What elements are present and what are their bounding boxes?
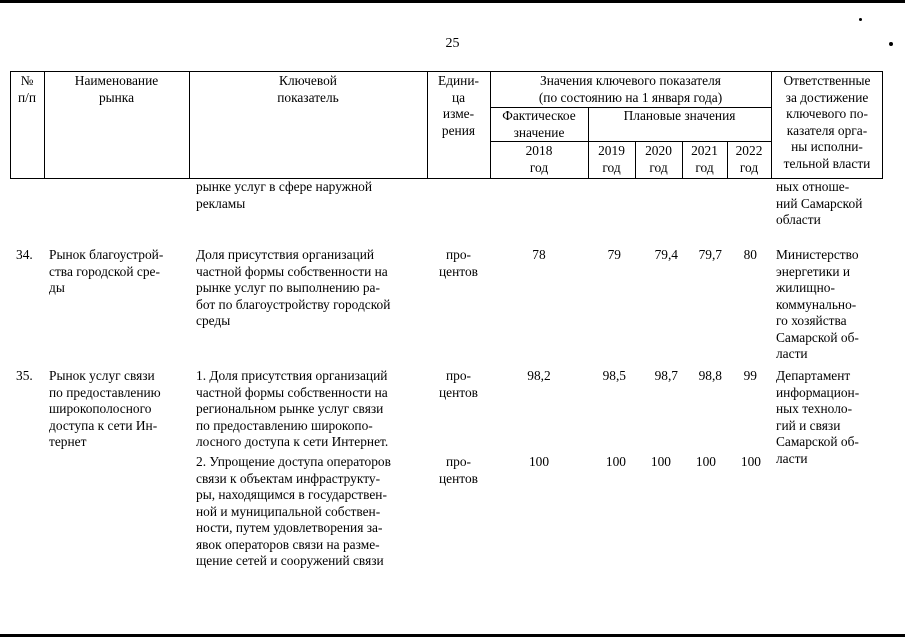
header-values-title: Значения ключевого показателя (по состоянию на 1 января года) — [538, 73, 723, 105]
row-divider — [490, 141, 771, 142]
value-2018: 98,2 — [527, 368, 551, 383]
value-2021: 79,7 — [698, 247, 722, 262]
top-border — [0, 0, 905, 3]
row-indicator: Доля присутствия организаций частной формы собственности на рынке услуг по выполнению ра- бот по благоустройству городской среды — [196, 247, 391, 328]
value-2020: 79,4 — [654, 247, 678, 262]
header-year-2019: 2019 год — [598, 143, 625, 175]
value-2021: 98,8 — [698, 368, 722, 383]
page-number: 25 — [445, 36, 460, 51]
header-year-2021: 2021 год — [691, 143, 718, 175]
row-market: Рынок благоустрой- ства городской сре- ды — [49, 247, 164, 295]
header-num: № п/п — [17, 73, 37, 105]
continuation-responsible: ных отноше- ний Самарской области — [776, 179, 863, 227]
row-num: 34. — [16, 247, 33, 262]
header-year-2020: 2020 год — [645, 143, 672, 175]
row-indicator: 2. Упрощение доступа операторов связи к объектам инфраструкту- ры, находящимся в государствен- ной и муниципальной собствен- ности, путем удовлетворения за- явок операторов связи на разме- щение сетей и сооружений связи — [196, 454, 391, 568]
header-responsible: Ответственные за достижение ключевого по- казателя орга- ны исполни- тельной власти — [783, 73, 871, 171]
bottom-border — [0, 634, 905, 637]
row-num: 35. — [16, 368, 33, 383]
row-unit: про- центов — [439, 368, 478, 400]
row-responsible: Министерство энергетики и жилищно- коммунально- го хозяйства Самарской об- ласти — [776, 247, 859, 361]
value-2021: 100 — [695, 454, 716, 469]
row-indicator: 1. Доля присутствия организаций частной формы собственности на региональном рынке услуг связи по предоставлению широкопо- лосного доступа к сети Интернет. — [196, 368, 389, 449]
value-2019: 100 — [605, 454, 626, 469]
value-2020: 98,7 — [654, 368, 678, 383]
value-2019: 98,5 — [602, 368, 626, 383]
value-2022: 80 — [743, 247, 757, 262]
continuation-indicator: рынке услуг в сфере наружной рекламы — [196, 179, 372, 211]
header-indicator: Ключевой показатель — [277, 73, 339, 105]
value-2018: 100 — [528, 454, 550, 469]
value-2018: 78 — [532, 247, 546, 262]
row-unit: про- центов — [439, 247, 478, 279]
header-market: Наименование рынка — [74, 73, 159, 105]
row-market: Рынок услуг связи по предоставлению широкополосного доступа к сети Ин- тернет — [49, 368, 161, 449]
row-unit: про- центов — [439, 454, 478, 486]
header-unit: Едини- ца изме- рения — [438, 73, 479, 138]
scan-speck — [859, 18, 862, 21]
header-actual: Фактическое значение — [502, 108, 576, 140]
value-2020: 100 — [650, 454, 671, 469]
value-2022: 99 — [743, 368, 757, 383]
header-planned: Плановые значения — [623, 108, 736, 123]
header-year-2022: 2022 год — [735, 143, 763, 175]
header-year-2018: 2018 год — [525, 143, 553, 175]
row-responsible: Департамент информацион- ных техноло- гий и связи Самарской об- ласти — [776, 368, 860, 466]
value-2019: 79 — [607, 247, 621, 262]
value-2022: 100 — [740, 454, 761, 469]
